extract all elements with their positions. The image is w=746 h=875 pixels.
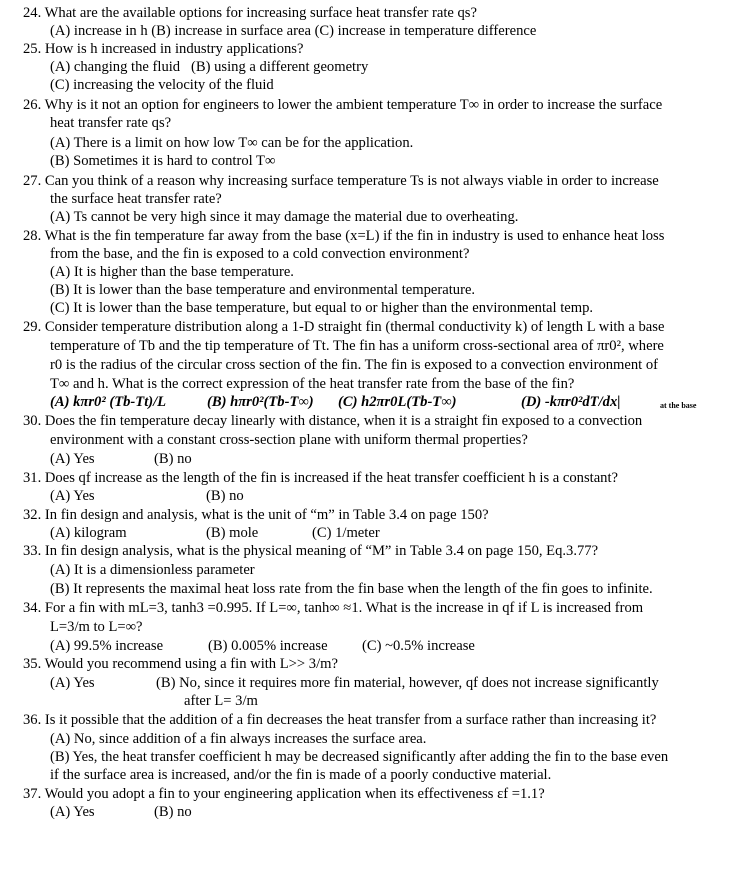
answer-option-continued: if the surface area is increased, and/or the fin is made of a poorly conductive material. — [50, 767, 552, 783]
question-29: 29. Consider temperature distribution along a 1-D straight fin (thermal conductivity k) of length L with a base — [23, 319, 665, 335]
question-28: 28. What is the fin temperature far away from the base (x=L) if the fin in industry is used to enhance heat loss — [23, 228, 665, 244]
question-27-continued: the surface heat transfer rate? — [50, 191, 222, 207]
q37-option-a: (A) Yes — [50, 804, 95, 820]
q29-option-c: (C) h2πr0L(Tb-T∞) — [338, 394, 457, 410]
question-24: 24. What are the available options for increasing surface heat transfer rate qs? — [23, 5, 477, 21]
q29-option-d: (D) -kπr0²dT/dx| — [521, 394, 621, 410]
answer-option: (A) It is higher than the base temperature. — [50, 264, 294, 280]
answer-option: (A) changing the fluid (B) using a different geometry — [50, 59, 369, 75]
q32-options-row — [50, 524, 550, 542]
q34-option-c: (C) ~0.5% increase — [362, 638, 475, 654]
q29-option-a: (A) kπr0² (Tb-Tt)/L — [50, 394, 167, 410]
question-29-continued: temperature of Tb and the tip temperature of Tt. The fin has a uniform cross-sectional area of πr0², where — [50, 338, 664, 354]
q31-option-b: (B) no — [206, 488, 244, 504]
q37-option-b: (B) no — [154, 804, 192, 820]
q30-option-b: (B) no — [154, 451, 192, 467]
question-34: 34. For a fin with mL=3, tanh3 =0.995. If L=∞, tanh∞ ≈1. What is the increase in qf if L is increased from — [23, 600, 644, 616]
answer-option: (C) It is lower than the base temperature, but equal to or higher than the environmental temp. — [50, 300, 594, 316]
q30-options-row — [50, 450, 450, 468]
q32-option-a: (A) kilogram — [50, 525, 127, 541]
q32-option-b: (B) mole — [206, 525, 259, 541]
question-32: 32. In fin design and analysis, what is the unit of “m” in Table 3.4 on page 150? — [23, 507, 489, 523]
q30-option-a: (A) Yes — [50, 451, 95, 467]
q35-option-b: (B) No, since it requires more fin material, however, qf does not increase significantly — [156, 675, 659, 691]
q35-option-a: (A) Yes — [50, 675, 95, 691]
q34-options-row — [50, 637, 610, 655]
q32-option-c: (C) 1/meter — [312, 525, 380, 541]
answer-option: (A) It is a dimensionless parameter — [50, 562, 255, 578]
question-29-continued: T∞ and h. What is the correct expression of the heat transfer rate from the base of the fin? — [50, 376, 575, 392]
question-26-continued: heat transfer rate qs? — [50, 115, 172, 131]
q31-options-row — [50, 487, 450, 505]
q31-option-a: (A) Yes — [50, 488, 95, 504]
question-36: 36. Is it possible that the addition of a fin decreases the heat transfer from a surface rather than increasing it? — [23, 712, 657, 728]
q34-option-b: (B) 0.005% increase — [208, 638, 328, 654]
answer-option: (B) It is lower than the base temperature and environmental temperature. — [50, 282, 476, 298]
question-34-continued: L=3/m to L=∞? — [50, 619, 143, 635]
answer-option: (A) No, since addition of a fin always increases the surface area. — [50, 731, 427, 747]
question-26: 26. Why is it not an option for engineers to lower the ambient temperature T∞ in order to increase the surface — [23, 97, 663, 113]
q29-option-d-subscript: at the base — [660, 401, 697, 410]
question-30: 30. Does the fin temperature decay linearly with distance, when it is a straight fin exposed to a convection — [23, 413, 643, 429]
q29-options-row — [50, 393, 730, 411]
question-37: 37. Would you adopt a fin to your engineering application when its effectiveness εf =1.1? — [23, 786, 545, 802]
answer-option: (A) Ts cannot be very high since it may damage the material due to overheating. — [50, 209, 519, 225]
answer-option: (B) It represents the maximal heat loss rate from the fin base when the length of the fin goes to infinite. — [50, 581, 653, 597]
question-35: 35. Would you recommend using a fin with L>> 3/m? — [23, 656, 338, 672]
q34-option-a: (A) 99.5% increase — [50, 638, 164, 654]
q37-options-row — [50, 803, 450, 821]
answer-option: (B) Yes, the heat transfer coefficient h may be decreased significantly after adding the fin to the base even — [50, 749, 669, 765]
question-31: 31. Does qf increase as the length of the fin is increased if the heat transfer coefficient h is a constant? — [23, 470, 619, 486]
q29-option-b: (B) hπr0²(Tb-T∞) — [207, 394, 314, 410]
question-27: 27. Can you think of a reason why increasing surface temperature Ts is not always viable in order to increase — [23, 173, 659, 189]
answer-option: (C) increasing the velocity of the fluid — [50, 77, 274, 93]
question-25: 25. How is h increased in industry applications? — [23, 41, 304, 57]
question-30-continued: environment with a constant cross-section plane with uniform thermal properties? — [50, 432, 528, 448]
q35-option-b-continued: after L= 3/m — [184, 693, 258, 709]
q35-options-row — [50, 674, 730, 692]
answer-option: (A) increase in h (B) increase in surface area (C) increase in temperature difference — [50, 23, 537, 39]
answer-option: (B) Sometimes it is hard to control T∞ — [50, 153, 276, 169]
question-33: 33. In fin design analysis, what is the physical meaning of “M” in Table 3.4 on page 150, Eq.3.77? — [23, 543, 599, 559]
question-29-continued: r0 is the radius of the circular cross section of the fin. The fin is exposed to a convection environment of — [50, 357, 659, 373]
answer-option: (A) There is a limit on how low T∞ can be for the application. — [50, 135, 414, 151]
question-28-continued: from the base, and the fin is exposed to a cold convection environment? — [50, 246, 470, 262]
